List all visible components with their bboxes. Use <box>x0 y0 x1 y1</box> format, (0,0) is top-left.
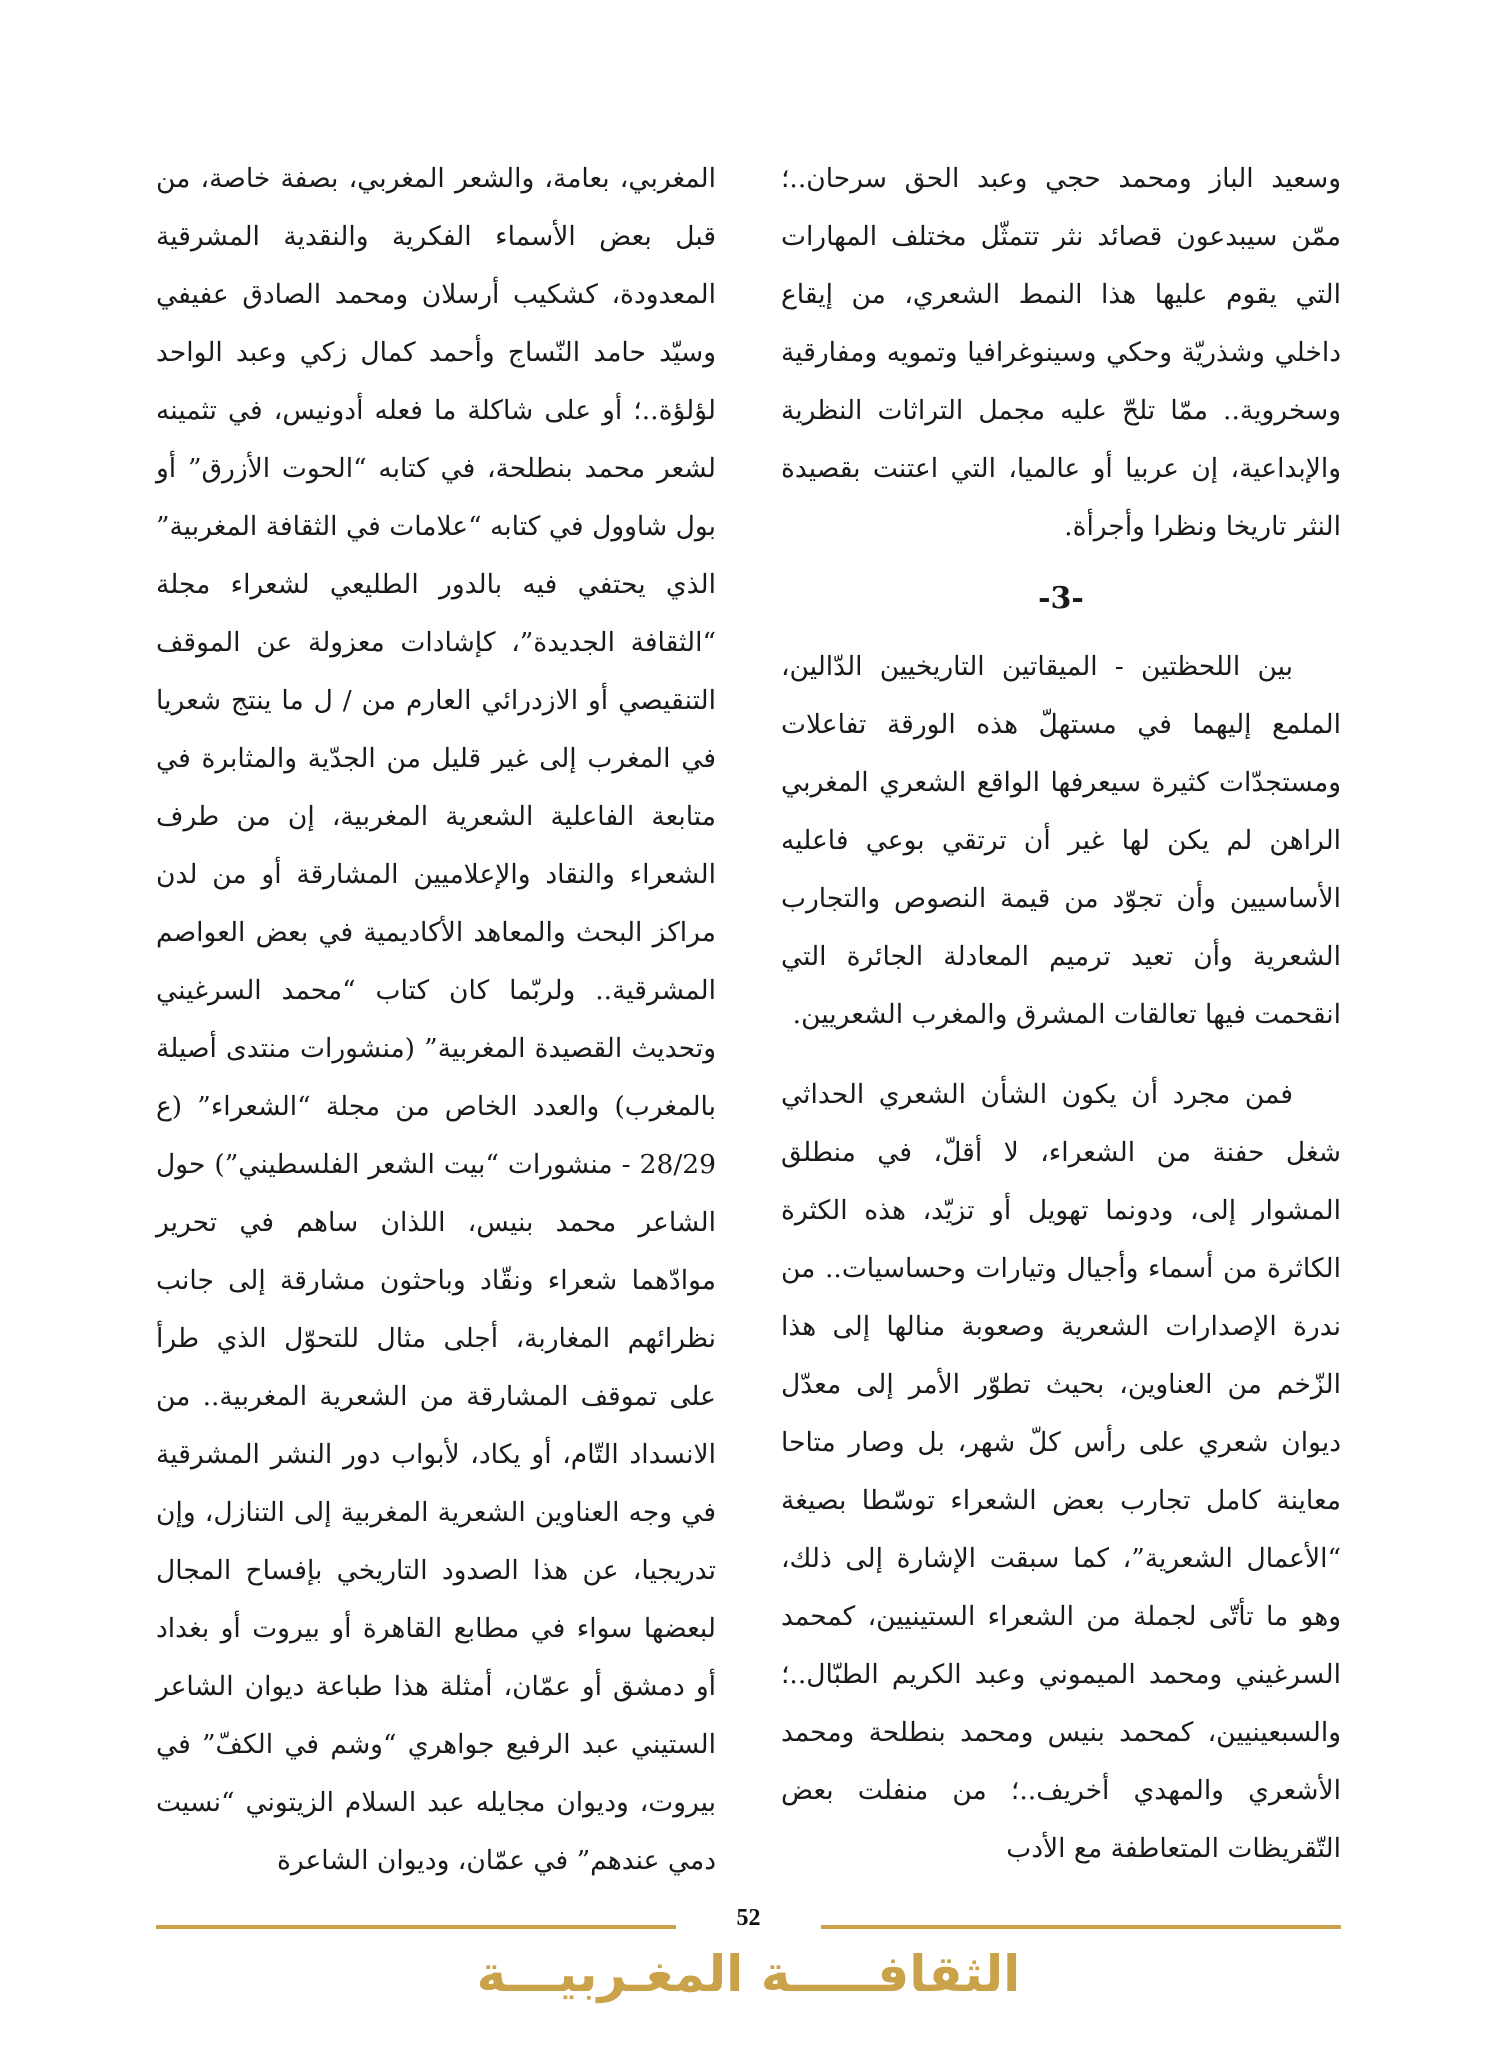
page-number: 52 <box>736 1905 761 1931</box>
right-paragraph-2: بين اللحظتين - الميقاتين التاريخيين الدّالين، الملمع إليهما في مستهلّ هذه الورقة تفاعلات ومستجدّات كثيرة سيعرفها الواقع الشعري المغربي الراهن لم يكن لها غير أن ترتقي بوعي فاعليه الأساسيين وأن تجوّد من قيمة النصوص والتجارب الشعرية وأن تعيد ترميم المعادلة الجائرة التي انقحمت فيها تعالقات المشرق والمغرب الشعريين. <box>781 651 1341 1030</box>
left-paragraph-1: المغربي، بعامة، والشعر المغربي، بصفة خاصة، من قبل بعض الأسماء الفكرية والنقدية المشرقية المعدودة، كشكيب أرسلان ومحمد الصادق عفيفي وسيّد حامد النّساج وأحمد كمال زكي وعبد الواحد لؤلؤة..؛ أو على شاكلة ما فعله أدونيس، في تثمينه لشعر محمد بنطلحة، في كتابه “الحوت الأزرق” أو بول شاوول في كتابه “علامات في الثقافة المغربية” الذي يحتفي فيه بالدور الطليعي لشعراء مجلة “الثقافة الجديدة”، كإشادات معزولة عن الموقف التنقيصي أو الازدرائي العارم من / ل ما ينتج شعريا في المغرب إلى غير قليل من الجدّية والمثابرة في متابعة الفاعلية الشعرية المغربية، إن من طرف الشعراء والنقاد والإعلاميين المشارقة أو من لدن مراكز البحث والمعاهد الأكاديمية في بعض العواصم المشرقية.. ولربّما كان كتاب “محمد السرغيني وتحديث القصيدة المغربية” (منشورات منتدى أصيلة بالمغرب) والعدد الخاص من مجلة “الشعراء” (ع 28/29 - منشورات “بيت الشعر الفلسطيني”) حول الشاعر محمد بنيس، اللذان ساهم في تحرير موادّهما شعراء ونقّاد وباحثون مشارقة إلى جانب نظرائهم المغاربة، أجلى مثال للتحوّل الذي طرأ على تموقف المشارقة من الشعرية المغربية.. من الانسداد التّام، أو يكاد، لأبواب دور النشر المشرقية في وجه العناوين الشعرية المغربية إلى التنازل، وإن تدريجيا، عن هذا الصدود التاريخي بإفساح المجال لبعضها سواء في مطابع القاهرة أو بيروت أو بغداد أو دمشق أو عمّان، أمثلة هذا طباعة ديوان الشاعر الستيني عبد الرفيع جواهري “وشم في الكفّ” في بيروت، وديوان مجايله عبد السلام الزيتوني “نسيت دمي عندهم” في عمّان، وديوان الشاعرة <box>156 163 716 1876</box>
right-paragraph-3: فمن مجرد أن يكون الشأن الشعري الحداثي شغل حفنة من الشعراء، لا أقلّ، في منطلق المشوار إلى، ودونما تهويل أو تزيّد، هذه الكثرة الكاثرة من أسماء وأجيال وتيارات وحساسيات.. من ندرة الإصدارات الشعرية وصعوبة منالها إلى هذا الزّخم من العناوين، بحيث تطوّر الأمر إلى معدّل ديوان شعري على رأس كلّ شهر، بل وصار متاحا معاينة كامل تجارب بعض الشعراء توسّطا بصيغة “الأعمال الشعرية”، كما سبقت الإشارة إلى ذلك، وهو ما تأتّى لجملة من الشعراء الستينيين، كمحمد السرغيني ومحمد الميموني وعبد الكريم الطبّال..؛ والسبعينيين، كمحمد بنيس ومحمد بنطلحة ومحمد الأشعري والمهدي أخريف..؛ من منفلت بعض التّقريظات المتعاطفة مع الأدب <box>781 1079 1341 1864</box>
right-column <box>781 150 1341 1878</box>
right-paragraph-1: وسعيد الباز ومحمد حجي وعبد الحق سرحان..؛ ممّن سيبدعون قصائد نثر تتمثّل مختلف المهارات التي يقوم عليها هذا النمط الشعري، من إيقاع داخلي وشذريّة وحكي وسينوغرافيا وتمويه ومفارقية وسخروية.. ممّا تلحّ عليه مجمل التراثات النظرية والإبداعية، إن عربيا أو عالميا، التي اعتنت بقصيدة النثر تاريخا ونظرا وأجرأة. <box>781 163 1341 542</box>
left-column <box>156 150 716 1890</box>
paragraph-gap <box>781 1044 1341 1066</box>
section-number: -3- <box>1038 581 1084 616</box>
magazine-title: الثقافـــــة المغـربيـــة <box>476 1945 1021 2003</box>
footer-rule-left <box>156 1925 676 1929</box>
footer-rule-right <box>821 1925 1341 1929</box>
